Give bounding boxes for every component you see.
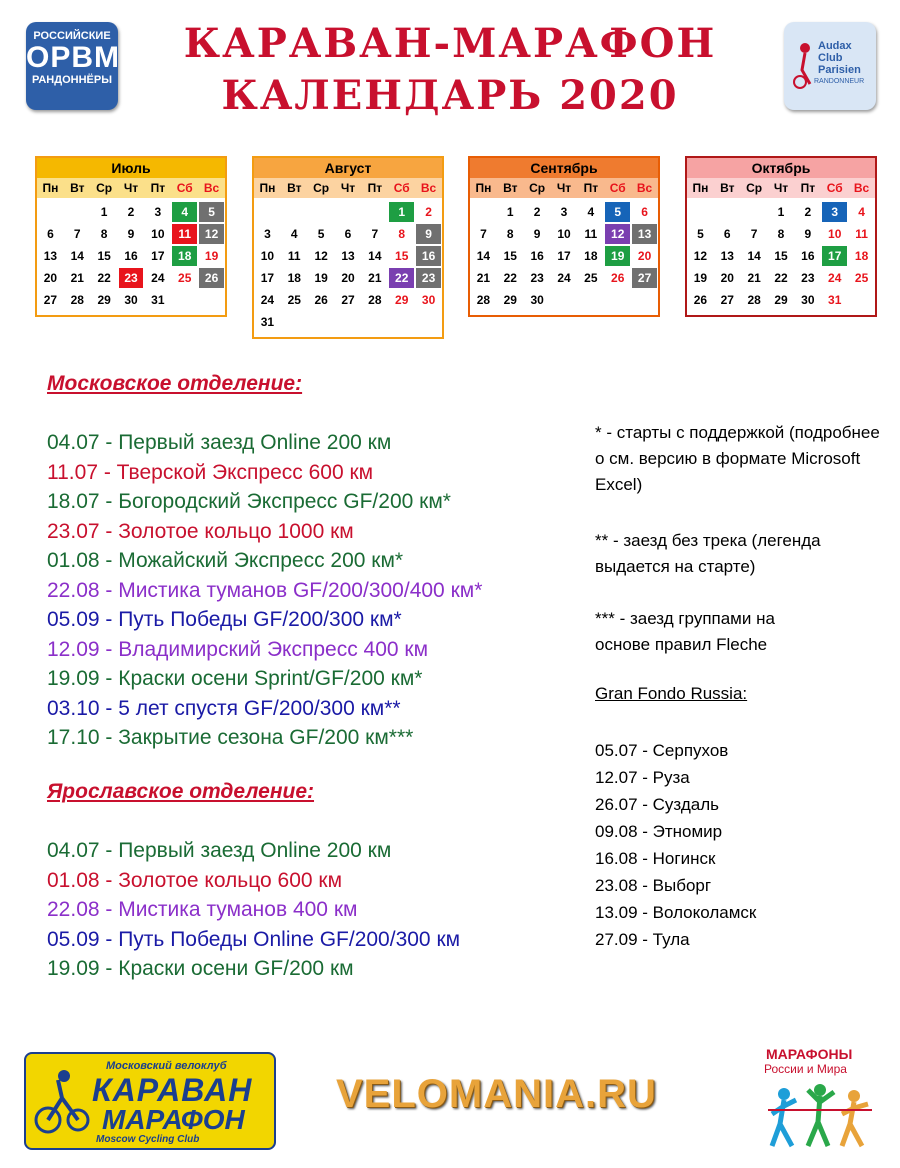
calendar-day: 28 bbox=[70, 293, 84, 307]
calendar-day: 14 bbox=[368, 249, 382, 263]
weekday-label: Пт bbox=[367, 181, 383, 195]
weekday-label: Вт bbox=[70, 181, 85, 195]
calendar-day: 17 bbox=[557, 249, 571, 263]
gran-fondo-item: 16.08 - Ногинск bbox=[595, 849, 716, 868]
weekday-label: Ср bbox=[746, 181, 763, 195]
weekday-label: Вт bbox=[287, 181, 302, 195]
yaroslavl-section-heading: Ярославское отделение: bbox=[47, 780, 315, 803]
weekday-label: Вт bbox=[503, 181, 518, 195]
calendar-day: 10 bbox=[151, 227, 165, 241]
calendar-day: 8 bbox=[777, 227, 785, 241]
calendar-day: 25 bbox=[287, 293, 301, 307]
marathons-logo-line2: России и Мира bbox=[764, 1062, 847, 1076]
calendar-day: 12 bbox=[199, 224, 224, 244]
calendar-day: 5 bbox=[317, 227, 325, 241]
calendar-day: 20 bbox=[341, 271, 355, 285]
calendar-day: 1 bbox=[777, 205, 785, 219]
calendar-day: 19 bbox=[204, 249, 219, 263]
calendar-day: 2 bbox=[804, 205, 812, 219]
month-name: Август bbox=[254, 158, 442, 178]
event-item: 01.08 - Можайский Экспресс 200 км* bbox=[47, 549, 404, 572]
calendar-day: 7 bbox=[480, 227, 487, 241]
calendar-day: 6 bbox=[641, 205, 648, 219]
calendar-day: 18 bbox=[854, 249, 869, 263]
calendar-day: 1 bbox=[389, 202, 414, 222]
weekday-label: Ср bbox=[313, 181, 330, 195]
calendar-day: 20 bbox=[720, 271, 734, 285]
calendar-day: 26 bbox=[314, 293, 328, 307]
calendar-day: 6 bbox=[47, 227, 54, 241]
calendar-day: 15 bbox=[503, 249, 517, 263]
gran-fondo-item: 23.08 - Выборг bbox=[595, 876, 712, 895]
event-item: 05.09 - Путь Победы GF/200/300 км* bbox=[47, 608, 402, 631]
calendar-day: 29 bbox=[395, 293, 409, 307]
calendar-day: 3 bbox=[560, 205, 568, 219]
calendar-day: 28 bbox=[747, 293, 761, 307]
calendar-day: 15 bbox=[97, 249, 111, 263]
calendar-day: 29 bbox=[503, 293, 517, 307]
calendar-day: 14 bbox=[70, 249, 84, 263]
gran-fondo-item: 05.07 - Серпухов bbox=[595, 741, 729, 760]
calendar-day: 20 bbox=[637, 249, 652, 263]
calendar-day: 5 bbox=[199, 202, 224, 222]
calendar-day: 23 bbox=[530, 271, 544, 285]
weekday-label: Вс bbox=[853, 181, 870, 195]
calendar-day: 11 bbox=[287, 249, 301, 263]
calendar-day: 17 bbox=[822, 246, 847, 266]
calendar-day: 30 bbox=[124, 293, 138, 307]
orvm-logo-line1: РОССИЙСКИЕ bbox=[33, 30, 111, 42]
weekday-label: Чт bbox=[123, 181, 139, 195]
month-name: Сентябрь bbox=[470, 158, 658, 178]
calendar-day: 10 bbox=[828, 227, 842, 241]
gran-fondo-item: 09.08 - Этномир bbox=[595, 822, 723, 841]
calendar-day: 18 bbox=[172, 246, 197, 266]
calendar-day: 22 bbox=[774, 271, 788, 285]
calendar-day: 9 bbox=[804, 227, 812, 241]
acp-logo-text: Audax Club Parisien bbox=[818, 40, 861, 76]
event-item: 19.09 - Краски осени Sprint/GF/200 км* bbox=[47, 667, 423, 690]
weekday-label: Пт bbox=[150, 181, 166, 195]
calendar-day: 27 bbox=[43, 293, 58, 307]
note-groups: *** - заезд группами на основе правил Fleche bbox=[595, 609, 775, 654]
weekday-label: Вс bbox=[636, 181, 653, 195]
event-item: 19.09 - Краски осени GF/200 км bbox=[47, 957, 354, 980]
calendar-september bbox=[468, 156, 660, 317]
calendar-day: 7 bbox=[750, 227, 758, 241]
marathons-logo-line1: МАРАФОНЫ bbox=[766, 1046, 853, 1062]
weekday-label: Чт bbox=[340, 181, 356, 195]
yaroslavl-events-list bbox=[47, 836, 460, 984]
weekday-label: Ср bbox=[96, 181, 113, 195]
calendar-day: 20 bbox=[43, 271, 58, 285]
empty-day-cell bbox=[715, 202, 740, 222]
note-no-track: ** - заезд без трека (легенда выдается на старте) bbox=[595, 531, 821, 576]
calendar-day: 18 bbox=[584, 249, 598, 263]
empty-day-cell bbox=[336, 202, 361, 222]
calendar-day: 22 bbox=[503, 271, 517, 285]
calendar-day: 11 bbox=[584, 227, 598, 241]
event-item: 23.07 - Золотое кольцо 1000 км bbox=[47, 519, 354, 543]
calendar-day: 15 bbox=[774, 249, 788, 263]
calendar-day: 19 bbox=[693, 271, 708, 285]
note-support: * - старты с поддержкой (подробнее о см. версию в формате Microsoft Excel) bbox=[595, 423, 880, 494]
calendar-day: 12 bbox=[693, 249, 708, 263]
calendar-day: 26 bbox=[693, 293, 708, 307]
gran-fondo-item: 27.09 - Тула bbox=[595, 930, 690, 949]
calendar-day: 30 bbox=[530, 293, 544, 307]
weekday-label: Пн bbox=[259, 181, 276, 195]
calendar-day: 17 bbox=[151, 249, 165, 263]
empty-day-cell bbox=[282, 202, 307, 222]
calendar-day: 1 bbox=[100, 205, 108, 219]
page-title: КАРАВАН-МАРАФОН bbox=[183, 20, 717, 67]
calendar-july bbox=[35, 156, 227, 317]
calendar-day: 25 bbox=[854, 271, 869, 285]
calendar-day: 26 bbox=[611, 271, 625, 285]
calendar-day: 23 bbox=[416, 268, 441, 288]
calendar-day: 23 bbox=[801, 271, 815, 285]
athletes-icon bbox=[766, 1080, 874, 1152]
orvm-logo bbox=[26, 22, 118, 110]
weekday-label: Вт bbox=[720, 181, 735, 195]
weekday-label: Вс bbox=[203, 181, 220, 195]
karavan-top-text: Московский велоклуб bbox=[106, 1060, 227, 1072]
calendar-day: 31 bbox=[151, 293, 165, 307]
month-name: Июль bbox=[37, 158, 225, 178]
cyclist-icon bbox=[34, 1068, 90, 1138]
acp-logo bbox=[784, 22, 876, 110]
empty-day-cell bbox=[65, 202, 90, 222]
event-item: 05.09 - Путь Победы Online GF/200/300 км bbox=[47, 927, 461, 951]
velomania-logo: VELOMANIA.RU bbox=[336, 1072, 657, 1116]
calendar-day: 9 bbox=[533, 227, 541, 241]
calendar-day: 24 bbox=[557, 271, 571, 285]
event-item: 18.07 - Богородский Экспресс GF/200 км* bbox=[47, 490, 451, 513]
weekday-label: Чт bbox=[556, 181, 572, 195]
weekday-label: Пт bbox=[583, 181, 599, 195]
weekday-label: Пн bbox=[475, 181, 492, 195]
calendar-day: 14 bbox=[476, 249, 491, 263]
calendar-day: 6 bbox=[344, 227, 352, 241]
karavan-sub-text: Moscow Cycling Club bbox=[96, 1134, 200, 1145]
gran-fondo-heading: Gran Fondo Russia: bbox=[595, 684, 748, 703]
calendar-august bbox=[252, 156, 444, 339]
calendar-day: 11 bbox=[172, 224, 197, 244]
calendar-day: 3 bbox=[154, 205, 162, 219]
calendar-october bbox=[685, 156, 877, 317]
calendar-day: 27 bbox=[632, 268, 657, 288]
empty-day-cell bbox=[309, 202, 334, 222]
calendar-day: 29 bbox=[97, 293, 111, 307]
moscow-section-heading: Московское отделение: bbox=[47, 372, 303, 395]
gran-fondo-item: 12.07 - Руза bbox=[595, 768, 690, 787]
calendar-day: 13 bbox=[43, 249, 58, 263]
calendar-day: 16 bbox=[124, 249, 138, 263]
calendar-day: 10 bbox=[557, 227, 571, 241]
calendar-day: 26 bbox=[199, 268, 224, 288]
empty-day-cell bbox=[38, 202, 63, 222]
calendar-day: 17 bbox=[260, 271, 275, 285]
empty-day-cell bbox=[362, 202, 387, 222]
event-item: 03.10 - 5 лет спустя GF/200/300 км** bbox=[47, 696, 401, 720]
calendar-day: 8 bbox=[506, 227, 514, 241]
weekday-label: Сб bbox=[826, 181, 843, 195]
gran-fondo-item: 26.07 - Суздаль bbox=[595, 795, 719, 814]
calendar-day: 1 bbox=[506, 205, 514, 219]
event-item: 11.07 - Тверской Экспресс 600 км bbox=[47, 460, 374, 484]
weekday-label: Пн bbox=[692, 181, 709, 195]
weekday-label: Вс bbox=[420, 181, 437, 195]
weekday-label: Пн bbox=[42, 181, 59, 195]
moscow-events-list bbox=[47, 428, 482, 753]
calendar-day: 3 bbox=[264, 227, 271, 241]
calendar-day: 4 bbox=[290, 227, 298, 241]
calendar-day: 9 bbox=[127, 227, 135, 241]
calendar-day: 24 bbox=[151, 271, 165, 285]
weekday-label: Пт bbox=[800, 181, 816, 195]
calendar-day: 10 bbox=[260, 249, 275, 263]
gran-fondo-list bbox=[595, 737, 756, 953]
calendar-day: 12 bbox=[314, 249, 328, 263]
calendar-day: 9 bbox=[416, 224, 441, 244]
event-item: 22.08 - Мистика туманов 400 км bbox=[47, 898, 358, 921]
calendar-day: 23 bbox=[119, 268, 144, 288]
calendar-day: 2 bbox=[533, 205, 541, 219]
orvm-logo-line2: ОРВМ bbox=[26, 41, 120, 74]
calendar-day: 22 bbox=[97, 271, 111, 285]
empty-day-cell bbox=[255, 202, 280, 222]
calendar-day: 18 bbox=[287, 271, 301, 285]
orvm-logo-line3: РАНДОННЁРЫ bbox=[31, 74, 112, 86]
event-item: 04.07 - Первый заезд Online 200 км bbox=[47, 839, 392, 862]
calendar-day: 29 bbox=[774, 293, 788, 307]
gran-fondo-item: 13.09 - Волоколамск bbox=[595, 903, 757, 922]
calendar-day: 12 bbox=[605, 224, 630, 244]
calendar-day: 13 bbox=[632, 224, 657, 244]
calendar-day: 4 bbox=[587, 205, 595, 219]
calendar-day: 31 bbox=[828, 293, 842, 307]
calendar-day: 28 bbox=[476, 293, 491, 307]
calendar-day: 15 bbox=[395, 249, 409, 263]
page-subtitle: КАЛЕНДАРЬ 2020 bbox=[221, 72, 679, 119]
calendar-day: 24 bbox=[828, 271, 842, 285]
calendar-day: 7 bbox=[371, 227, 379, 241]
karavan-marafon-logo bbox=[24, 1052, 276, 1150]
calendar-day: 25 bbox=[178, 271, 192, 285]
calendar-day: 4 bbox=[172, 202, 197, 222]
weekday-label: Сб bbox=[393, 181, 410, 195]
empty-day-cell bbox=[688, 202, 713, 222]
calendar-day: 21 bbox=[476, 271, 491, 285]
calendar-day: 11 bbox=[855, 227, 868, 241]
calendar-day: 30 bbox=[801, 293, 815, 307]
calendar-day: 5 bbox=[605, 202, 630, 222]
event-item: 04.07 - Первый заезд Online 200 км bbox=[47, 431, 392, 454]
calendar-day: 16 bbox=[801, 249, 815, 263]
calendar-day: 5 bbox=[697, 227, 704, 241]
weekday-label: Чт bbox=[773, 181, 789, 195]
karavan-main-text: КАРАВАН bbox=[92, 1072, 253, 1108]
marathons-logo bbox=[758, 1042, 878, 1158]
calendar-day: 21 bbox=[70, 271, 84, 285]
calendar-day: 27 bbox=[720, 293, 734, 307]
calendar-day: 21 bbox=[747, 271, 761, 285]
calendar-day: 19 bbox=[605, 246, 630, 266]
calendar-day: 7 bbox=[73, 227, 81, 241]
calendar-day: 2 bbox=[127, 205, 135, 219]
calendar-day: 14 bbox=[747, 249, 761, 263]
calendar-day: 8 bbox=[100, 227, 108, 241]
calendar-day: 19 bbox=[314, 271, 328, 285]
calendar-day: 2 bbox=[425, 205, 432, 219]
calendar-day: 22 bbox=[389, 268, 414, 288]
calendar-day: 28 bbox=[368, 293, 382, 307]
calendar-day: 27 bbox=[341, 293, 355, 307]
calendar-day: 8 bbox=[398, 227, 406, 241]
calendar-day: 13 bbox=[720, 249, 734, 263]
acp-logo-sub: RANDONNEUR bbox=[814, 78, 865, 85]
empty-day-cell bbox=[742, 202, 767, 222]
weekday-label: Сб bbox=[609, 181, 626, 195]
calendar-day: 6 bbox=[723, 227, 731, 241]
event-item: 01.08 - Золотое кольцо 600 км bbox=[47, 868, 343, 892]
calendar-day: 25 bbox=[584, 271, 598, 285]
empty-day-cell bbox=[471, 202, 496, 222]
month-name: Октябрь bbox=[687, 158, 875, 178]
event-item: 22.08 - Мистика туманов GF/200/300/400 км* bbox=[47, 578, 483, 602]
calendar-day: 30 bbox=[421, 293, 436, 307]
calendar-day: 24 bbox=[260, 293, 275, 307]
calendar-day: 16 bbox=[530, 249, 544, 263]
calendar-day: 3 bbox=[822, 202, 847, 222]
event-item: 17.10 - Закрытие сезона GF/200 км*** bbox=[47, 726, 414, 749]
weekday-label: Ср bbox=[529, 181, 546, 195]
event-item: 12.09 - Владимирский Экспресс 400 км bbox=[47, 637, 429, 661]
calendar-day: 13 bbox=[341, 249, 355, 263]
karavan-second-text: МАРАФОН bbox=[102, 1104, 245, 1135]
calendar-day: 31 bbox=[260, 315, 275, 329]
calendar-day: 21 bbox=[368, 271, 382, 285]
calendar-day: 16 bbox=[416, 246, 441, 266]
weekday-label: Сб bbox=[176, 181, 193, 195]
calendar-day: 4 bbox=[858, 205, 865, 219]
